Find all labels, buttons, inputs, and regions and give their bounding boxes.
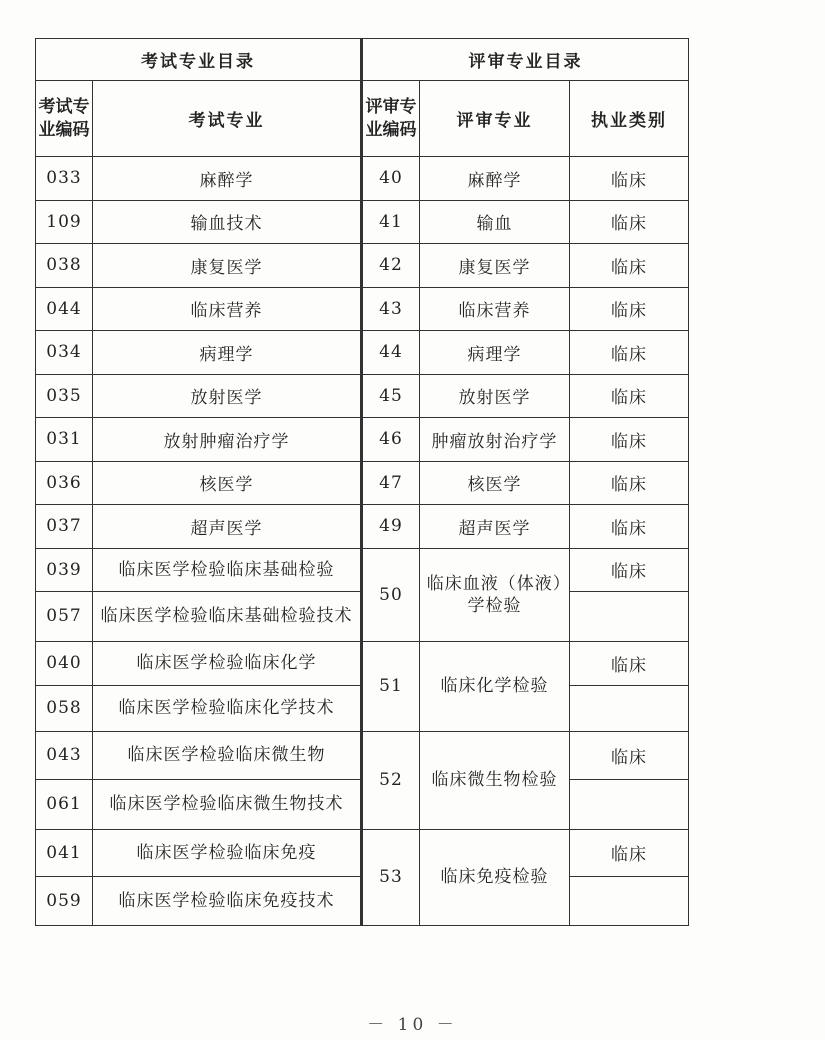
category-cell: 临床 — [570, 331, 689, 375]
exam-name-cell: 康复医学 — [93, 244, 362, 288]
category-header: 执业类别 — [570, 81, 689, 157]
review-name-cell: 康复医学 — [420, 244, 570, 288]
table-row — [36, 374, 689, 418]
exam-name-cell: 临床医学检验临床微生物 — [93, 731, 362, 779]
exam-name-cell: 临床营养 — [93, 287, 362, 331]
table-row — [36, 200, 689, 244]
exam-code-cell: 059 — [36, 876, 93, 925]
table-row — [36, 505, 689, 549]
exam-name-header: 考试专业 — [93, 81, 362, 157]
table-row — [36, 244, 689, 288]
category-cell-empty — [570, 876, 689, 925]
review-name-cell: 临床微生物检验 — [420, 731, 570, 829]
table-row — [36, 731, 689, 779]
review-name-cell: 临床化学检验 — [420, 641, 570, 731]
review-code-cell: 44 — [362, 331, 420, 375]
category-cell: 临床 — [570, 641, 689, 685]
exam-group-header: 考试专业目录 — [36, 39, 362, 81]
category-cell: 临床 — [570, 200, 689, 244]
exam-code-cell: 034 — [36, 331, 93, 375]
exam-code-cell: 043 — [36, 731, 93, 779]
category-cell: 临床 — [570, 461, 689, 505]
exam-name-cell: 临床医学检验临床基础检验技术 — [93, 591, 362, 641]
review-code-cell: 45 — [362, 374, 420, 418]
review-name-header: 评审专业 — [420, 81, 570, 157]
exam-code-cell: 057 — [36, 591, 93, 641]
table-row — [36, 287, 689, 331]
review-code-cell: 52 — [362, 731, 420, 829]
exam-name-cell: 临床医学检验临床化学 — [93, 641, 362, 685]
exam-name-cell: 核医学 — [93, 461, 362, 505]
exam-code-cell: 041 — [36, 829, 93, 876]
exam-code-cell: 109 — [36, 200, 93, 244]
exam-code-cell: 044 — [36, 287, 93, 331]
exam-name-cell: 临床医学检验临床化学技术 — [93, 685, 362, 731]
review-code-cell: 41 — [362, 200, 420, 244]
exam-name-cell: 病理学 — [93, 331, 362, 375]
category-cell: 临床 — [570, 157, 689, 201]
group-header-row — [36, 39, 689, 81]
exam-code-cell: 058 — [36, 685, 93, 731]
review-name-cell: 超声医学 — [420, 505, 570, 549]
review-code-cell: 46 — [362, 418, 420, 462]
category-cell-empty — [570, 591, 689, 641]
exam-name-cell: 放射医学 — [93, 374, 362, 418]
category-cell: 临床 — [570, 287, 689, 331]
category-cell: 临床 — [570, 829, 689, 876]
exam-name-cell: 临床医学检验临床免疫 — [93, 829, 362, 876]
exam-name-cell: 麻醉学 — [93, 157, 362, 201]
exam-name-cell: 临床医学检验临床免疫技术 — [93, 876, 362, 925]
exam-name-cell: 放射肿瘤治疗学 — [93, 418, 362, 462]
review-name-cell: 放射医学 — [420, 374, 570, 418]
review-code-cell: 40 — [362, 157, 420, 201]
page-number: － 10 － — [367, 1015, 458, 1035]
review-code-cell: 51 — [362, 641, 420, 731]
table-row — [36, 157, 689, 201]
review-code-header: 评审专业编码 — [362, 81, 420, 157]
review-code-cell: 47 — [362, 461, 420, 505]
specialty-table — [35, 38, 689, 926]
table-row — [36, 641, 689, 685]
table-row — [36, 461, 689, 505]
category-cell: 临床 — [570, 374, 689, 418]
table-row — [36, 331, 689, 375]
category-cell: 临床 — [570, 418, 689, 462]
exam-code-cell: 037 — [36, 505, 93, 549]
exam-code-cell: 036 — [36, 461, 93, 505]
exam-code-cell: 035 — [36, 374, 93, 418]
review-name-cell: 病理学 — [420, 331, 570, 375]
exam-code-cell: 039 — [36, 548, 93, 591]
review-name-cell: 临床免疫检验 — [420, 829, 570, 925]
review-group-header: 评审专业目录 — [362, 39, 689, 81]
exam-code-cell: 038 — [36, 244, 93, 288]
review-code-cell: 49 — [362, 505, 420, 549]
table-body — [36, 39, 689, 926]
review-code-cell: 43 — [362, 287, 420, 331]
exam-name-cell: 临床医学检验临床基础检验 — [93, 548, 362, 591]
table-row — [36, 548, 689, 591]
exam-name-cell: 输血技术 — [93, 200, 362, 244]
category-cell: 临床 — [570, 244, 689, 288]
exam-code-cell: 033 — [36, 157, 93, 201]
column-header-row — [36, 81, 689, 157]
category-cell: 临床 — [570, 731, 689, 779]
table-row — [36, 829, 689, 876]
review-code-cell: 50 — [362, 548, 420, 641]
review-name-cell: 临床营养 — [420, 287, 570, 331]
table-row — [36, 418, 689, 462]
review-name-cell: 输血 — [420, 200, 570, 244]
category-cell: 临床 — [570, 505, 689, 549]
review-name-cell: 肿瘤放射治疗学 — [420, 418, 570, 462]
exam-code-cell: 040 — [36, 641, 93, 685]
exam-name-cell: 临床医学检验临床微生物技术 — [93, 779, 362, 829]
exam-code-header: 考试专业编码 — [36, 81, 93, 157]
category-cell: 临床 — [570, 548, 689, 591]
category-cell-empty — [570, 779, 689, 829]
review-name-cell: 麻醉学 — [420, 157, 570, 201]
review-name-cell: 核医学 — [420, 461, 570, 505]
exam-name-cell: 超声医学 — [93, 505, 362, 549]
review-code-cell: 53 — [362, 829, 420, 925]
review-name-cell: 临床血液（体液）学检验 — [420, 548, 570, 641]
exam-code-cell: 061 — [36, 779, 93, 829]
category-cell-empty — [570, 685, 689, 731]
exam-code-cell: 031 — [36, 418, 93, 462]
review-code-cell: 42 — [362, 244, 420, 288]
